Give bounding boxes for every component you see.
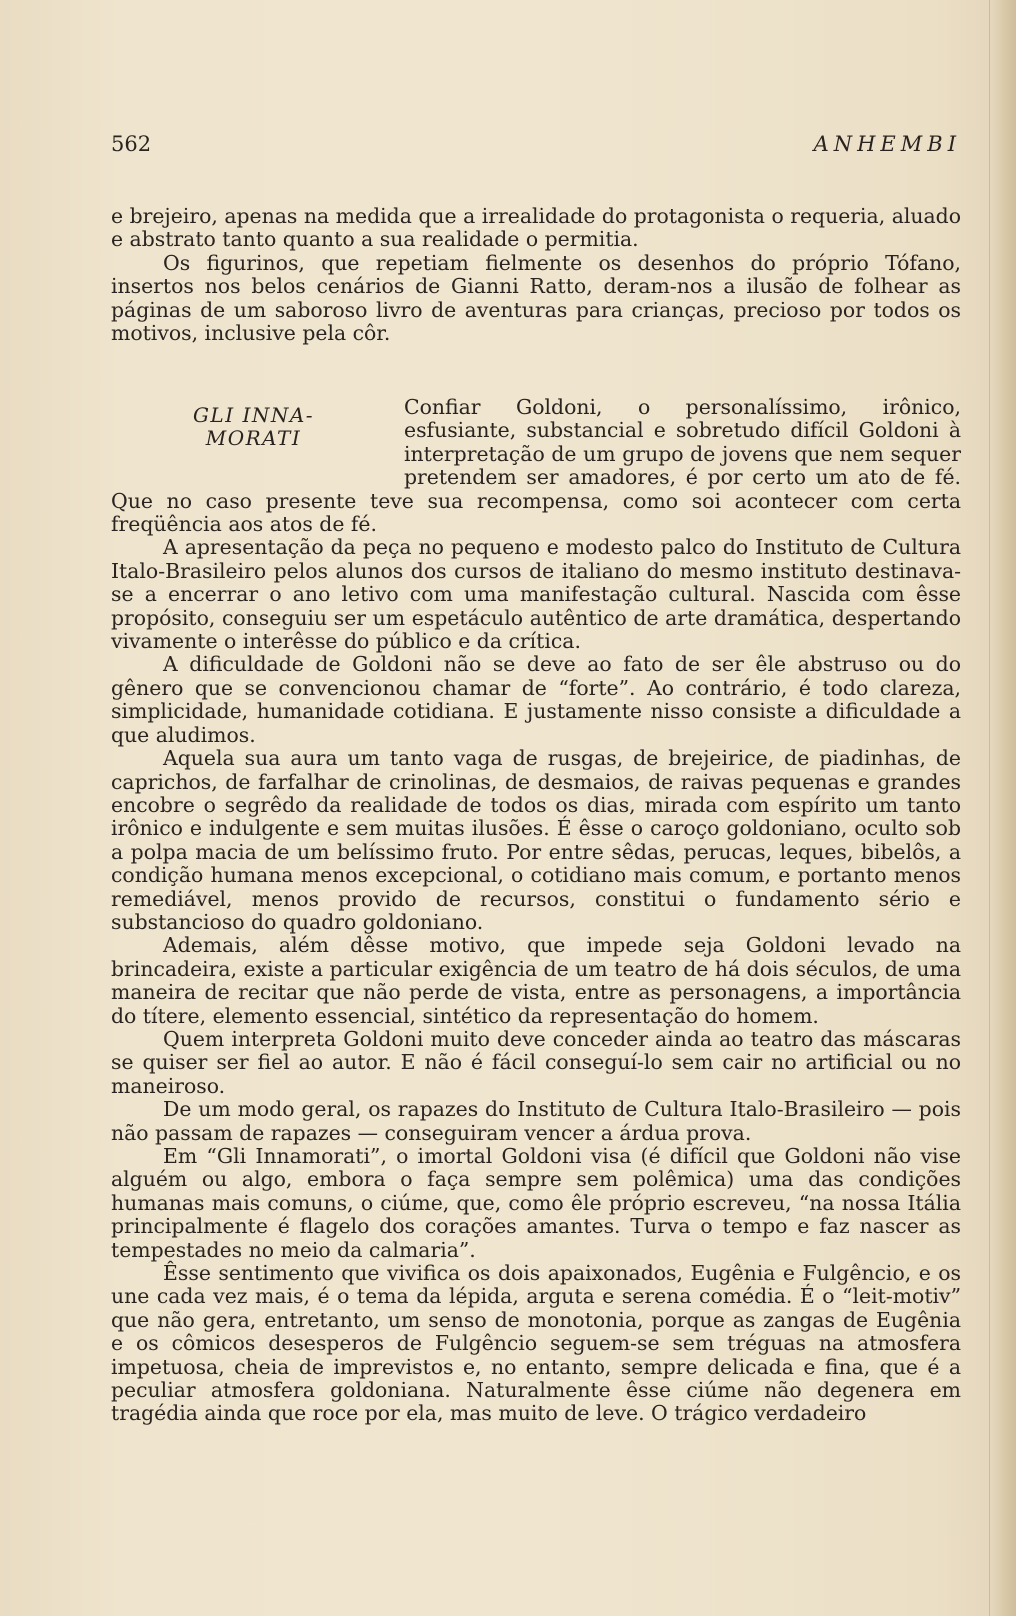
- page-edge: [989, 0, 1016, 1616]
- body-paragraph: Êsse sentimento que vivifica os dois apaixonados, Eugênia e Fulgêncio, e os une cada vez mais, é o tema da lépida, arguta e serena comédia. É o “leit-motiv” que não gera, entretanto, um senso de monotonia, porque as zangas de Eugênia e os cômicos desesperos de Fulgêncio seguem-se sem tréguas na atmosfera impetuosa, cheia de imprevistos e, no entanto, sempre delicada e fina, que é a peculiar atmosfera goldoniana. Naturalmente êsse ciúme não degenera em tragédia ainda que roce por ela, mas muito de leve. O trágico verdadeiro: [111, 1261, 961, 1426]
- intro-paragraph: e brejeiro, apenas na medida que a irrealidade do protagonista o requeria, aluado e abstrato tanto quanto a sua realidade o permitia.: [111, 204, 961, 252]
- body-paragraph: A apresentação da peça no pequeno e modesto palco do Instituto de Cultura Italo-Brasileiro pelos alunos dos cursos de italiano do mesmo instituto destinava-se a encerrar o ano letivo com uma manifestação cultural. Nascida com êsse propósito, conseguiu ser um espetáculo autêntico de arte dramática, despertando vivamente o interêsse do público e da crítica.: [111, 535, 961, 654]
- section-title-line: MORATI: [205, 426, 302, 450]
- section-title: [111, 396, 396, 470]
- body-paragraph: Quem interpreta Goldoni muito deve conceder ainda ao teatro das máscaras se quiser ser fiel ao autor. E não é fácil conseguí-lo sem cair no artificial ou no maneiroso.: [111, 1026, 961, 1098]
- body-paragraph: Ademais, além dêsse motivo, que impede seja Goldoni levado na brincadeira, existe a particular exigência de um teatro de há dois séculos, de uma maneira de recitar que não perde de vista, entre as personagens, a importância do títere, elemento essencial, sintético da representação do homem.: [111, 933, 961, 1028]
- body-paragraph: Confiar Goldoni, o personalíssimo, irônico, esfusiante, substancial e sobretudo difícil Goldoni à interpretação de um grupo de jovens que nem sequer pretendem ser amadores, é por certo um ato de fé. Que no caso presente teve sua recompensa, como soi acontecer com certa freqüência aos atos de fé.: [111, 395, 961, 537]
- body-paragraph: A dificuldade de Goldoni não se deve ao fato de ser êle abstruso ou do gênero que se convencionou chamar de “forte”. Ao contrário, é todo clareza, simplicidade, humanidade cotidiana. E justamente nisso consiste a dificuldade a que aludimos.: [111, 652, 961, 747]
- page-number: 562: [111, 132, 152, 156]
- running-head: ANHEMBI: [813, 132, 961, 156]
- intro-text: [111, 205, 961, 345]
- body-paragraph: Em “Gli Innamorati”, o imortal Goldoni visa (é difícil que Goldoni não vise alguém ou algo, embora o faça sempre sem polêmica) uma das condições humanas mais comuns, o ciúme, que, como êle próprio escreveu, “na nossa Itália principalmente é flagelo dos corações amantes. Turva o tempo e faz nascer as tempestades no meio da calmaria”.: [111, 1144, 961, 1262]
- intro-paragraph: Os figurinos, que repetiam fielmente os desenhos do próprio Tófano, insertos nos belos cenários de Gianni Ratto, deram-nos a ilusão de folhear as páginas de um saboroso livro de aventuras para crianças, precioso por todos os motivos, inclusive pela côr.: [111, 250, 961, 346]
- page-header: [111, 132, 961, 162]
- body-paragraph: Aquela sua aura um tanto vaga de rusgas, de brejeirice, de piadinhas, de caprichos, de farfalhar de crinolinas, de desmaios, de raivas pequenas e grandes encobre o segrêdo da realidade de todos os dias, mirada com espírito um tanto irônico e indulgente e sem muitas ilusões. É êsse o caroço goldoniano, oculto sob a polpa macia de um belíssimo fruto. Por entre sêdas, perucas, leques, bibelôs, a condição humana menos excepcional, o cotidiano mais comum, e portanto menos remediável, menos provido de recursos, constitui o fundamento sério e substancioso do quadro goldoniano.: [111, 746, 961, 934]
- body-paragraph: De um modo geral, os rapazes do Instituto de Cultura Italo-Brasileiro — pois não passam de rapazes — conseguiram vencer a árdua prova.: [111, 1097, 961, 1145]
- article-section: [111, 396, 961, 1426]
- section-title-line: GLI INNA-: [192, 403, 315, 427]
